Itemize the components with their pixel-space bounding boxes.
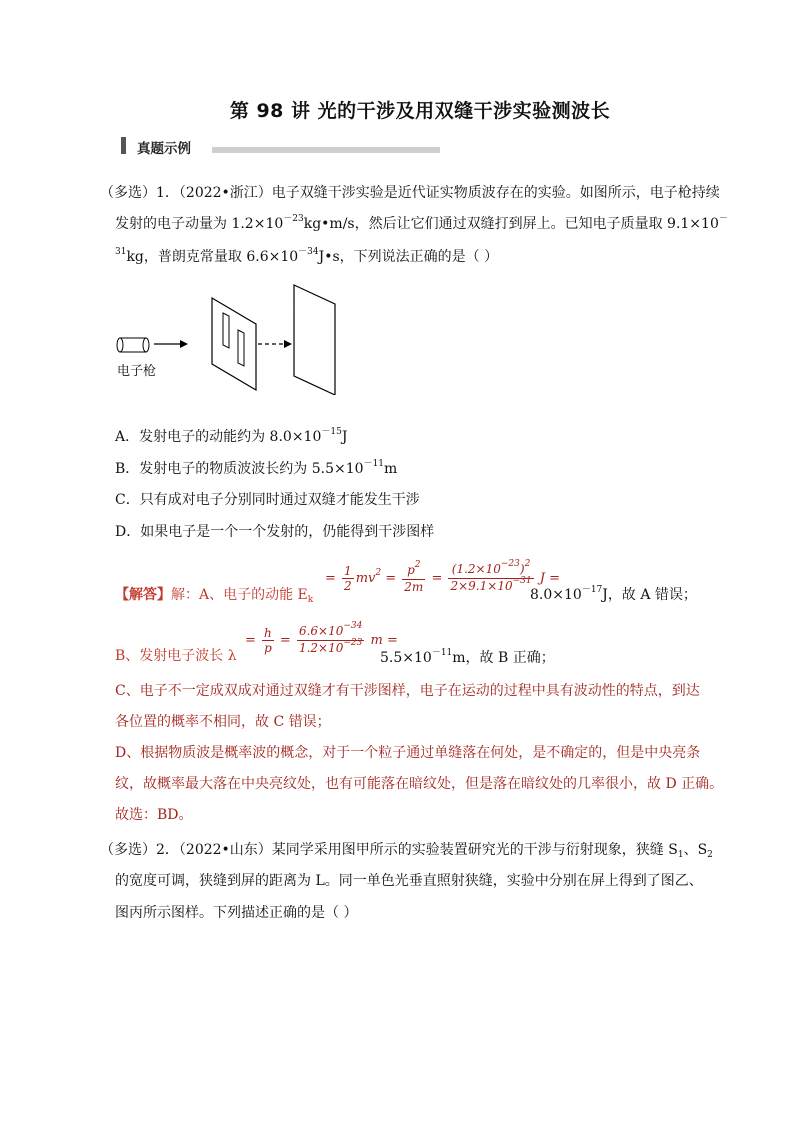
answer-d-line1: D、根据物质波是概率波的概念，对于一个粒子通过单缝落在何处，是不确定的，但是中央亮条: [115, 745, 701, 761]
q2-line3: 图丙所示图样。下列描述正确的是（ ）: [115, 905, 358, 921]
section-divider: [212, 147, 440, 153]
double-slit-plate: [212, 298, 256, 390]
q2-line2: 的宽度可调，狭缝到屏的距离为 L。同一单色光垂直照射狭缝，实验中分别在屏上得到了图乙、: [115, 873, 703, 889]
beam-arrow-icon: [154, 340, 188, 348]
option-c: C．只有成对电子分别同时通过双缝才能发生干涉: [115, 492, 420, 508]
answer-b-label: B、发射电子波长 λ: [115, 648, 237, 664]
answer-a-result: $8.0\times 10^{-17}J$，故 A 错误；: [530, 585, 697, 603]
option-b: B．发射电子的物质波波长约为 $5.5\times 10^{-11}m$: [115, 459, 398, 477]
q1-line3: $^{31}$kg，普朗克常量取 $6.6\times 10^{-34}J•s$，下列说法正确的是（ ）: [115, 247, 499, 265]
q1-line1: （多选）1．（2022•浙江）电子双缝干涉实验是近代证实物质波存在的实验。如图所示，电子枪持续: [100, 185, 720, 201]
answer-choice: 故选：BD。: [115, 807, 193, 823]
option-d: D．如果电子是一个一个发射的，仍能得到干涉图样: [115, 524, 435, 540]
page-title: 第 98 讲 光的干涉及用双缝干涉实验测波长: [229, 100, 611, 122]
option-a: A．发射电子的动能约为 $8.0\times 10^{-15}J$: [115, 427, 348, 445]
q2-line1: （多选）2．（2022•山东）某同学采用图甲所示的实验装置研究光的干涉与衍射现象，狭缝 $S_1$、$S_2$: [100, 842, 713, 860]
q1-line2: 发射的电子动量为 $1.2\times 10^{-23}kg•m/s$，然后让它们通过双缝打到屏上。已知电子质量取 9.1×10－: [115, 214, 728, 232]
dashed-arrow-icon: [258, 340, 292, 348]
formula-wavelength: = $\frac{h}{p}$ = $\frac{6.6\times 10^{-34}}{1.2\times 10^{-23}}$ m =: [245, 621, 398, 655]
answer-d-line2: 纹，故概率最大落在中央亮纹处，也有可能落在暗纹处，但是落在暗纹处的几率很小，故 D 正确。: [115, 776, 724, 792]
answer-b-result: $5.5\times 10^{-11}m$，故 B 正确；: [380, 648, 555, 666]
section-label: 真题示例: [137, 141, 191, 157]
electron-gun-icon: [117, 338, 149, 352]
formula-kinetic-energy: = $\frac{1}{2}$ $mv^2$ = $\frac{p^2}{2m}$ = $\frac{(1.2\times 10^{-23})^2}{2\times 9.1\times 10^{-31}}$ J =: [325, 559, 560, 594]
figure-label-electron-gun: 电子枪: [117, 364, 157, 379]
detection-screen: [294, 285, 335, 395]
answer-a-label: 【解答】解：A、电子的动能 $E_k$: [115, 587, 314, 605]
answer-c-line2: 各位置的概率不相同，故 C 错误；: [115, 714, 331, 730]
answer-c-line1: C、电子不一定成双成对通过双缝才有干涉图样，电子在运动的过程中具有波动性的特点，到达: [115, 683, 700, 699]
section-marker: [121, 137, 126, 154]
